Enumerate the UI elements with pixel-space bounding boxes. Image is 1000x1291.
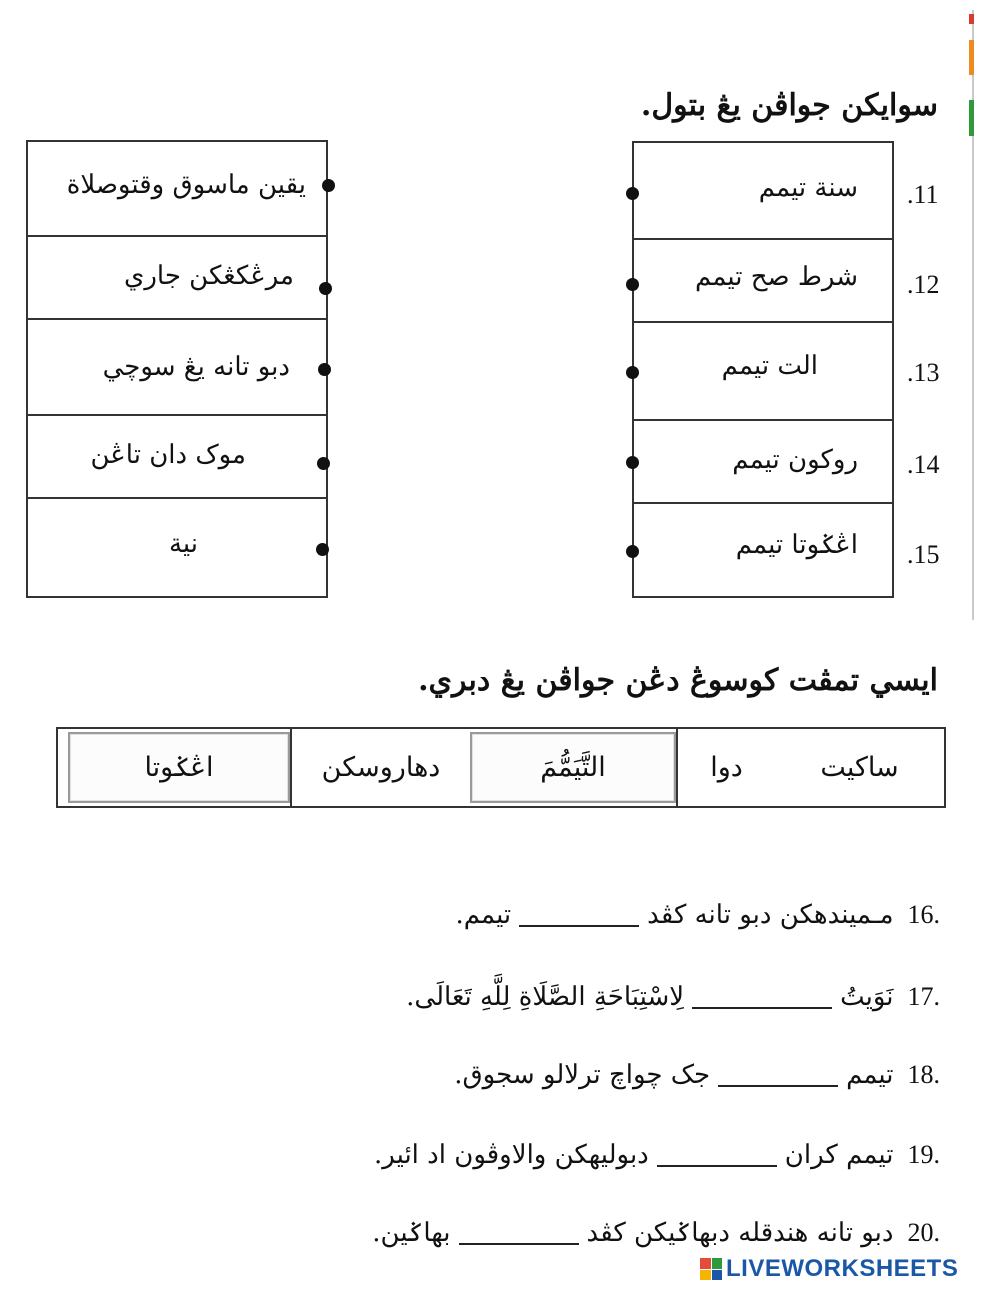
question-row [455,900,940,930]
match-dot-right-1[interactable] [626,187,639,200]
answer-blank[interactable] [459,1221,579,1245]
word-bank-item[interactable]: دوا [676,729,775,806]
question-text-before: نَوَيتُ [840,982,894,1012]
brand-name: LIVEWORKSHEETS [726,1255,959,1282]
right-cell-text: الت تيمم [721,351,818,381]
right-cell-1 [634,143,892,240]
question-number: .14 [907,450,940,479]
match-dot-right-4[interactable] [626,456,639,469]
question-text-after: لِاسْتِبَاحَةِ الصَّلَاةِ لِلَّهِ تَعَالَى. [406,982,685,1012]
match-dot-left-3[interactable] [318,363,331,376]
question-number: 18. [907,1060,940,1089]
left-cell-text: نية [168,529,198,559]
heading-fill-blanks: ايسي تمڤت کوسوڠ دڠن جواڤن يڠ دبري. [418,663,938,698]
left-cell-3 [28,320,326,416]
question-number: .12 [907,270,940,299]
left-cell-4 [28,416,326,499]
green-stripe [969,100,974,136]
answer-blank[interactable] [718,1063,838,1087]
word-bank-item[interactable]: ساکيت [820,752,899,783]
match-dot-right-5[interactable] [626,545,639,558]
word-bank-item[interactable]: دهاروسکن [290,729,470,806]
question-text-before: دبو تانه هندقله دبهاݢيکن کڤد [586,1218,894,1248]
match-dot-right-3[interactable] [626,366,639,379]
question-row [374,1140,940,1170]
question-row [406,982,940,1012]
word-bank-item[interactable]: اڠݢوتا [68,732,290,803]
question-text-before: مـميندهکن دبو تانه کڤد [647,900,894,930]
question-text-after: جک چواچ ترلالو سجوق. [454,1060,711,1090]
right-cell-3 [634,323,892,421]
red-stripe [969,14,974,24]
orange-stripe [969,40,974,75]
heading-match-answers: سوايكن جواڤن يڠ بتول. [640,88,938,123]
right-cell-text: اڠݢوتا تيمم [735,530,858,560]
right-cell-5 [634,504,892,596]
question-row [454,1060,940,1090]
liveworksheets-logo [700,1255,958,1283]
match-dot-left-4[interactable] [317,457,330,470]
left-cell-1 [28,142,326,237]
left-cell-2 [28,237,326,320]
question-text-before: تيمم [846,1060,894,1090]
match-dot-right-2[interactable] [626,278,639,291]
match-dot-left-5[interactable] [316,543,329,556]
answer-blank[interactable] [519,903,639,927]
right-cell-text: روکون تيمم [732,445,858,475]
right-cell-2 [634,240,892,323]
match-dot-left-2[interactable] [319,282,332,295]
word-bank-item[interactable]: التَّيَمُّمَ [470,732,676,803]
right-cell-4 [634,421,892,504]
answer-blank[interactable] [657,1143,777,1167]
liveworksheets-icon [700,1258,722,1280]
left-cell-text: موک دان تاڠن [90,440,246,470]
right-cell-text: سنة تيمم [758,173,858,203]
question-number: .13 [907,358,940,387]
question-number: 20. [907,1218,940,1247]
left-answer-column [26,140,328,598]
left-cell-text: يقين ماسوق وقتوصلاة [66,170,306,200]
left-cell-text: دبو تانه يڠ سوچي [102,352,290,382]
question-number: 19. [907,1140,940,1169]
word-bank [56,727,946,808]
answer-blank[interactable] [692,985,832,1009]
question-number: 17. [907,982,940,1011]
question-number: 16. [907,900,940,929]
right-question-column [632,141,894,598]
question-text-before: تيمم کران [784,1140,894,1170]
question-text-after: تيمم. [455,900,512,930]
match-dot-left-1[interactable] [322,179,335,192]
question-text-after: بهاݢين. [372,1218,451,1248]
left-cell-5 [28,499,326,596]
question-text-after: دبوليهکن والاوڤون اد ائير. [373,1140,649,1170]
left-cell-text: مرڠكڠكن جاري [123,261,294,291]
question-number: .15 [907,540,940,569]
right-cell-text: شرط صح تيمم [695,262,858,292]
question-row [372,1218,940,1248]
question-number: .11 [907,180,939,209]
